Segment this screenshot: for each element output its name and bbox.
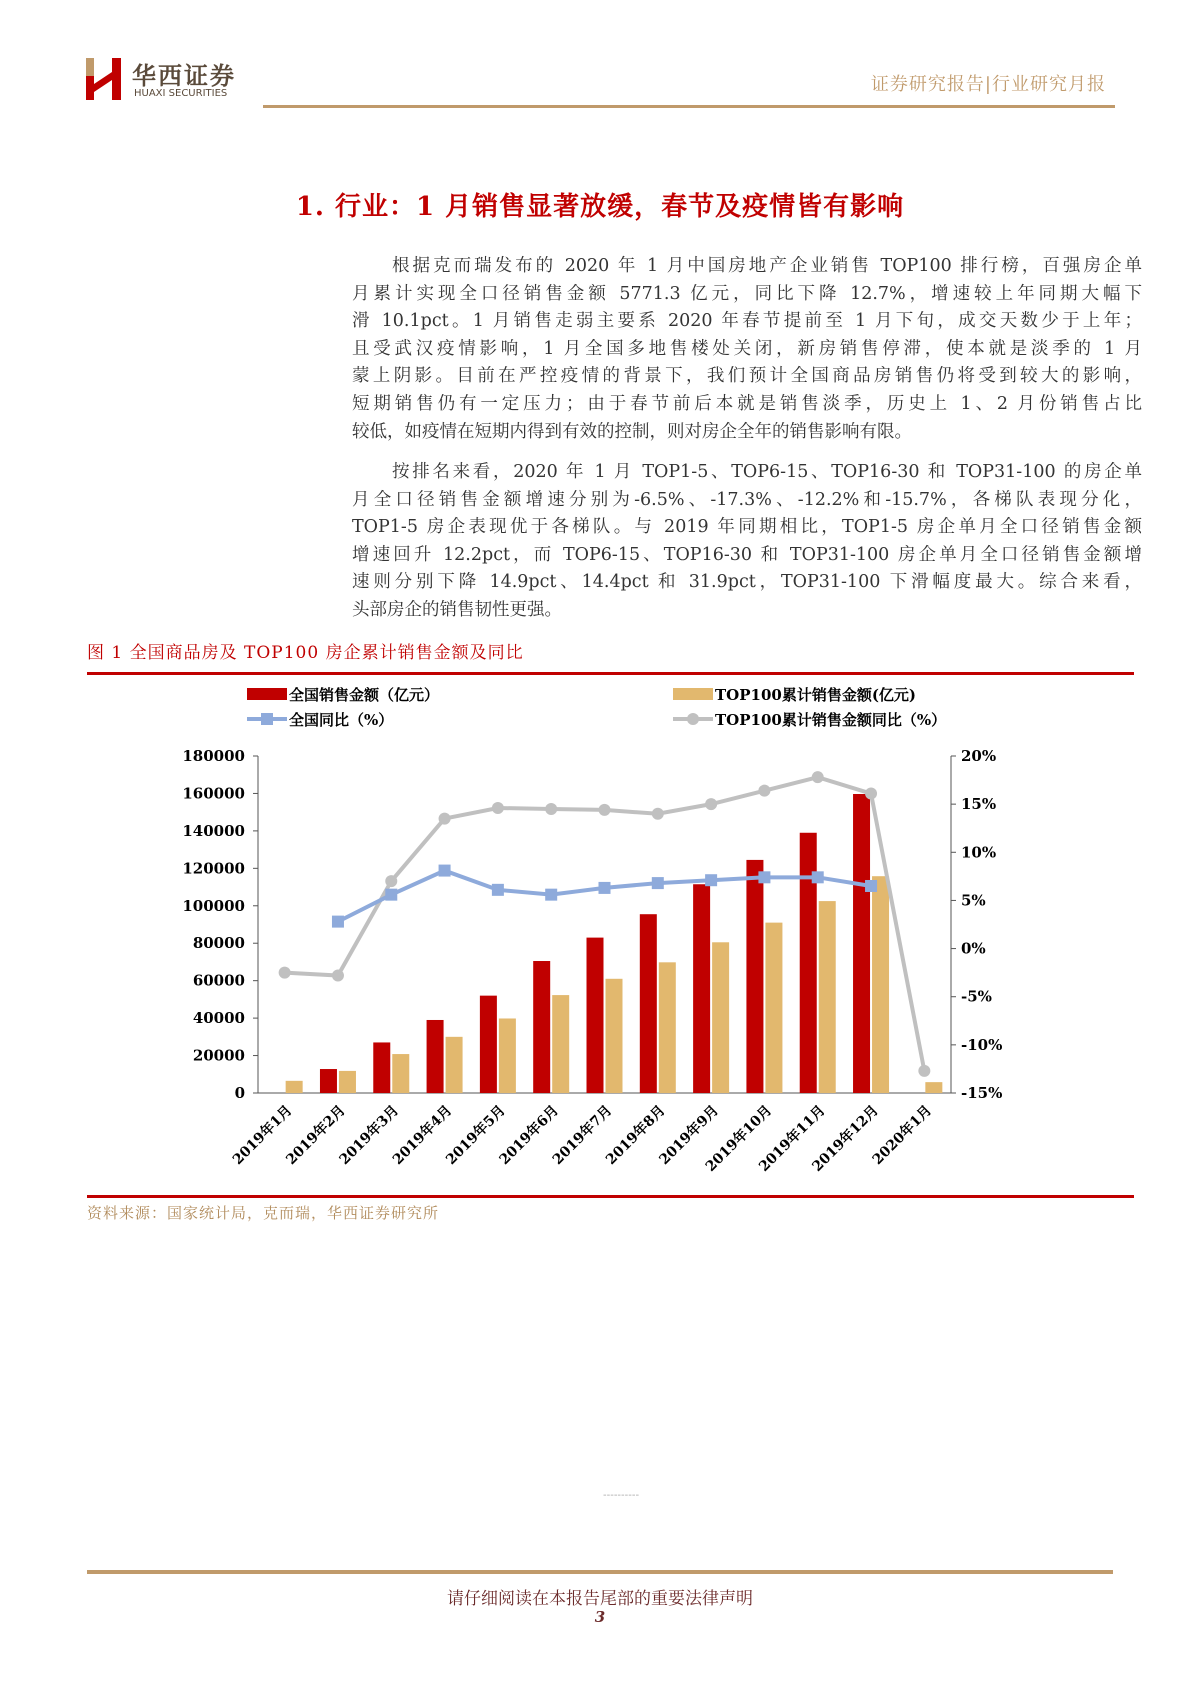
x-tick-label: 2019年2月 [283, 1102, 349, 1169]
x-tick-label: 2019年9月 [656, 1102, 722, 1169]
point-national-yoy [705, 874, 717, 886]
point-national-yoy [758, 871, 770, 883]
bar-top100 [925, 1082, 942, 1093]
bar-top100 [499, 1018, 516, 1093]
paragraph-line: 月累计实现全口径销售金额 5771.3 亿元，同比下降 12.7%，增速较上年同期大幅下 [352, 283, 1142, 304]
point-top100-yoy [439, 813, 451, 825]
y-tick-label-right: -10% [961, 1035, 1003, 1054]
paragraph-line: 按排名来看，2020 年 1 月 TOP1-5、TOP6-15、TOP16-30 和 TOP31-100 的房企单 [392, 462, 1142, 482]
legend-label: 全国销售金额（亿元） [289, 686, 440, 704]
point-national-yoy [439, 865, 451, 877]
paragraph-line: 根据克而瑞发布的 2020 年 1 月中国房地产企业销售 TOP100 排行榜，百强房企单 [392, 256, 1142, 276]
legend-swatch [247, 688, 287, 700]
paragraph-line: 头部房企的销售韧性更强。 [352, 599, 562, 620]
x-tick-label: 2020年1月 [869, 1102, 936, 1169]
point-top100-yoy [812, 771, 824, 783]
sales-chart [0, 680, 1200, 1200]
x-tick-label: 2019年5月 [443, 1102, 509, 1169]
x-tick-label: 2019年3月 [336, 1102, 403, 1169]
y-tick-label-right: 0% [961, 939, 986, 958]
point-national-yoy [652, 877, 664, 889]
y-tick-label-right: 5% [961, 891, 986, 910]
x-tick-label: 2019年7月 [549, 1102, 616, 1169]
point-top100-yoy [652, 808, 664, 820]
point-top100-yoy [279, 967, 291, 979]
bar-top100 [765, 923, 782, 1093]
bar-top100 [659, 962, 676, 1093]
bar-national [640, 914, 657, 1093]
point-top100-yoy [918, 1065, 930, 1077]
bar-top100 [872, 876, 889, 1093]
legend-marker [261, 713, 273, 725]
point-top100-yoy [599, 804, 611, 816]
point-national-yoy [599, 882, 611, 894]
logo-subtext: HUAXI SECURITIES [134, 88, 228, 99]
y-tick-label-left: 40000 [192, 1009, 245, 1028]
bar-top100 [286, 1081, 303, 1093]
paragraph-line: 蒙上阴影。目前在严控疫情的背景下，我们预计全国商品房销售仍将受到较大的影响， [352, 366, 1142, 387]
header-divider [263, 105, 1115, 108]
bar-top100 [819, 901, 836, 1093]
footer-divider [87, 1570, 1113, 1574]
x-tick-label: 2019年6月 [496, 1102, 563, 1169]
point-top100-yoy [332, 970, 344, 982]
bar-top100 [712, 942, 729, 1093]
point-top100-yoy [492, 802, 504, 814]
x-tick-label: 2019年10月 [702, 1102, 776, 1175]
y-tick-label-left: 180000 [182, 747, 245, 765]
bar-national [693, 884, 710, 1093]
separator: ---------- [603, 1490, 640, 1501]
x-tick-label: 2019年12月 [809, 1102, 882, 1175]
y-tick-label-right: 10% [961, 843, 997, 862]
x-tick-label: 2019年4月 [389, 1102, 456, 1169]
point-top100-yoy [758, 785, 770, 797]
bar-top100 [392, 1054, 409, 1093]
y-tick-label-left: 0 [234, 1084, 245, 1102]
logo-text: 华西证券 [132, 61, 236, 90]
bar-national [320, 1069, 337, 1093]
point-national-yoy [812, 871, 824, 883]
figure-source: 资料来源：国家统计局，克而瑞，华西证券研究所 [87, 1204, 440, 1222]
y-tick-label-right: 15% [961, 795, 997, 814]
paragraph-line: 较低，如疫情在短期内得到有效的控制，则对房企全年的销售影响有限。 [352, 421, 912, 442]
y-tick-label-left: 80000 [192, 934, 245, 953]
x-tick-label: 2019年8月 [603, 1102, 669, 1169]
y-tick-label-left: 140000 [182, 821, 245, 840]
paragraph-line: 月全口径销售金额增速分别为-6.5%、-17.3%、-12.2%和-15.7%，各梯队表现分化， [352, 489, 1142, 510]
legend-label: TOP100累计销售金额(亿元) [715, 686, 917, 704]
figure-top-rule [87, 672, 1134, 675]
bar-national [746, 860, 763, 1093]
point-top100-yoy [385, 875, 397, 887]
bar-national [533, 961, 550, 1093]
section-title: 1. 行业：1 月销售显著放缓，春节及疫情皆有影响 [295, 192, 905, 222]
bar-top100 [606, 979, 623, 1093]
bar-national [853, 794, 870, 1093]
point-national-yoy [865, 880, 877, 892]
bar-national [587, 938, 604, 1093]
point-national-yoy [385, 889, 397, 901]
y-tick-label-left: 20000 [192, 1046, 245, 1065]
legal-notice: 请仔细阅读在本报告尾部的重要法律声明 [447, 1589, 753, 1609]
figure-caption: 图 1 全国商品房及 TOP100 房企累计销售金额及同比 [87, 643, 524, 663]
paragraph-line: 速则分别下降 14.9pct、14.4pct 和 31.9pct，TOP31-100 下滑幅度最大。综合来看， [352, 572, 1142, 593]
paragraph-1 [352, 253, 1142, 446]
huaxi-logo-icon [86, 58, 122, 100]
legend-label: TOP100累计销售金额同比（%） [715, 711, 947, 729]
legend-marker [687, 713, 699, 725]
y-tick-label-right: 20% [961, 747, 997, 765]
y-tick-label-right: -15% [961, 1084, 1003, 1102]
point-national-yoy [545, 889, 557, 901]
figure-bottom-rule [87, 1195, 1134, 1198]
point-top100-yoy [705, 798, 717, 810]
bar-national [427, 1020, 444, 1093]
x-tick-label: 2019年11月 [756, 1102, 829, 1175]
y-tick-label-left: 100000 [182, 896, 245, 915]
bar-top100 [339, 1071, 356, 1093]
y-tick-label-left: 120000 [182, 859, 245, 878]
line-national-yoy [338, 871, 871, 922]
legend-label: 全国同比（%） [289, 711, 394, 729]
point-top100-yoy [545, 803, 557, 815]
bar-national [373, 1042, 390, 1093]
y-tick-label-left: 60000 [192, 971, 245, 990]
y-tick-label-right: -5% [961, 987, 992, 1006]
paragraph-line: 滑 10.1pct。1 月销售走弱主要系 2020 年春节提前至 1 月下旬，成交天数少于上年； [352, 311, 1142, 332]
paragraph-line: 短期销售仍有一定压力；由于春节前后本就是销售淡季，历史上 1、2 月份销售占比 [352, 393, 1142, 414]
point-national-yoy [332, 916, 344, 928]
y-tick-label-left: 160000 [182, 784, 245, 803]
paragraph-2 [352, 459, 1142, 625]
x-tick-label: 2019年1月 [229, 1102, 296, 1169]
bar-top100 [552, 995, 569, 1093]
report-type: 证券研究报告|行业研究月报 [870, 74, 1106, 95]
legend-swatch [673, 688, 713, 700]
point-national-yoy [492, 884, 504, 896]
bar-top100 [446, 1037, 463, 1093]
bar-national [480, 996, 497, 1093]
paragraph-line: 且受武汉疫情影响，1 月全国多地售楼处关闭，新房销售停滞，使本就是淡季的 1 月 [352, 338, 1142, 359]
page-number: 3 [594, 1608, 606, 1626]
paragraph-line: TOP1-5 房企表现优于各梯队。与 2019 年同期相比，TOP1-5 房企单月全口径销售金额 [352, 517, 1142, 538]
paragraph-line: 增速回升 12.2pct，而 TOP6-15、TOP16-30 和 TOP31-100 房企单月全口径销售金额增 [352, 544, 1142, 565]
point-top100-yoy [865, 788, 877, 800]
